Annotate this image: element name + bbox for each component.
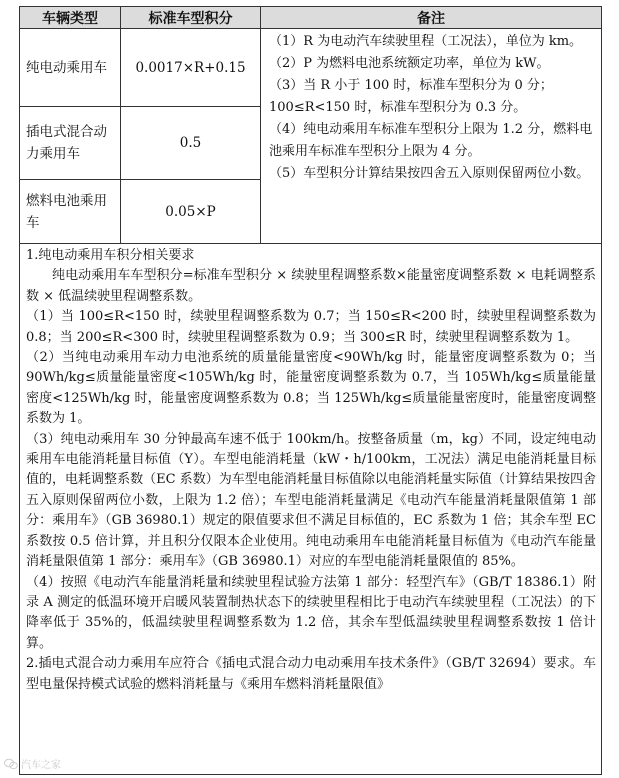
table-header-row [20, 7, 602, 29]
remark-item: （1）R 为电动汽车续驶里程（工况法），单位为 km。 [269, 34, 583, 49]
header-vehicle-type: 车辆类型 [20, 7, 121, 29]
formula-paragraph: 纯电动乘用车车型积分=标准车型积分 × 续驶里程调整系数×能量密度调整系数 × 电耗调整系数 × 低温续驶里程调整系数。 [26, 268, 596, 304]
low-temperature-paragraph: （4）按照《电动汽车能量消耗量和续驶里程试验方法第 1 部分：轻型汽车》（GB/T 18386.1）附录 A 测定的低温环境开启暖风装置制热状态下的续驶里程相比于电动汽车续驶里程（工况法）的下降率低于 35%的，低温续驶里程调整系数为 1.2 倍，其余车型低温续驶里程调整系数按 1 倍计算。 [26, 574, 596, 651]
row-standard-score: 0.5 [121, 107, 261, 180]
row-vehicle-type: 纯电动乘用车 [20, 29, 121, 107]
section-title: 1.纯电动乘用车积分相关要求 [26, 248, 195, 263]
energy-consumption-paragraph: （3）纯电动乘用车 30 分钟最高车速不低于 100km/h。按整备质量（m，kg）不同，设定纯电动乘用车电能消耗量目标值（Y）。车型电能消耗量（kW・h/100km，工况法）满足电能消耗量目标值的，电耗调整系数（EC 系数）为车型电能消耗量目标值除以电能消耗量实际值（计算结果按四舍五入原则保留两位小数，上限为 1.2 倍）；车型电能消耗量满足《电动汽车能量消耗量限值第 1 部分：乘用车》（GB 36980.1）规定的限值要求但不满足目标值的，EC 系数为 1 倍；其余车型 EC 系数按 0.5 倍计算，并且积分仅限本企业使用。纯电动乘用车电能消耗量目标值为《电动汽车能量消耗量限值第 1 部分：乘用车》（GB 36980.1）对应的车型电能消耗量限值的 85%。 [26, 431, 596, 570]
notes-row [20, 244, 602, 775]
row-vehicle-type: 燃料电池乘用车 [20, 180, 121, 244]
wechat-logo-icon [4, 758, 18, 770]
watermark-text: 汽车之家 [21, 760, 61, 771]
remark-item: （2）P 为燃料电池系统额定功率，单位为 kW。 [269, 56, 550, 71]
remark-item: （4）纯电动乘用车标准车型积分上限为 1.2 分，燃料电池乘用车标准车型积分上限为 4 分。 [269, 122, 593, 159]
remark-item: （5）车型积分计算结果按四舍五入原则保留两位小数。 [269, 166, 590, 181]
notes-cell [20, 244, 602, 775]
remarks-cell [261, 29, 602, 244]
table-row [20, 29, 602, 107]
header-remarks: 备注 [261, 7, 602, 29]
header-standard-score: 标准车型积分 [121, 7, 261, 29]
row-standard-score: 0.0017×R+0.15 [121, 29, 261, 107]
watermark [4, 756, 61, 771]
phev-paragraph: 2.插电式混合动力乘用车应符合《插电式混合动力电动乘用车技术条件》（GB/T 32694）要求。车型电量保持模式试验的燃料消耗量与《乘用车燃料消耗量限值》 [26, 656, 596, 692]
vehicle-credit-table [19, 6, 602, 775]
range-coefficient-paragraph: （1）当 100≤R<150 时，续驶里程调整系数为 0.7；当 150≤R<200 时，续驶里程调整系数为 0.8；当 200≤R<300 时，续驶里程调整系数为 0.9；当 300≤R 时，续驶里程调整系数为 1。 [26, 309, 596, 345]
row-standard-score: 0.05×P [121, 180, 261, 244]
row-vehicle-type: 插电式混合动力乘用车 [20, 107, 121, 180]
energy-density-paragraph: （2）当纯电动乘用车动力电池系统的质量能量密度<90Wh/kg 时，能量密度调整系数为 0；当 90Wh/kg≤质量能量密度<105Wh/kg 时，能量密度调整系数为 0.7，当 105Wh/kg≤质量能量密度<125Wh/kg 时，能量密度调整系数为 0.8；当 125Wh/kg≤质量能量密度时，能量密度调整系数为 1。 [26, 350, 596, 427]
remark-item: （3）当 R 小于 100 时，标准车型积分为 0 分；100≤R<150 时，标准车型积分为 0.3 分。 [269, 78, 553, 115]
